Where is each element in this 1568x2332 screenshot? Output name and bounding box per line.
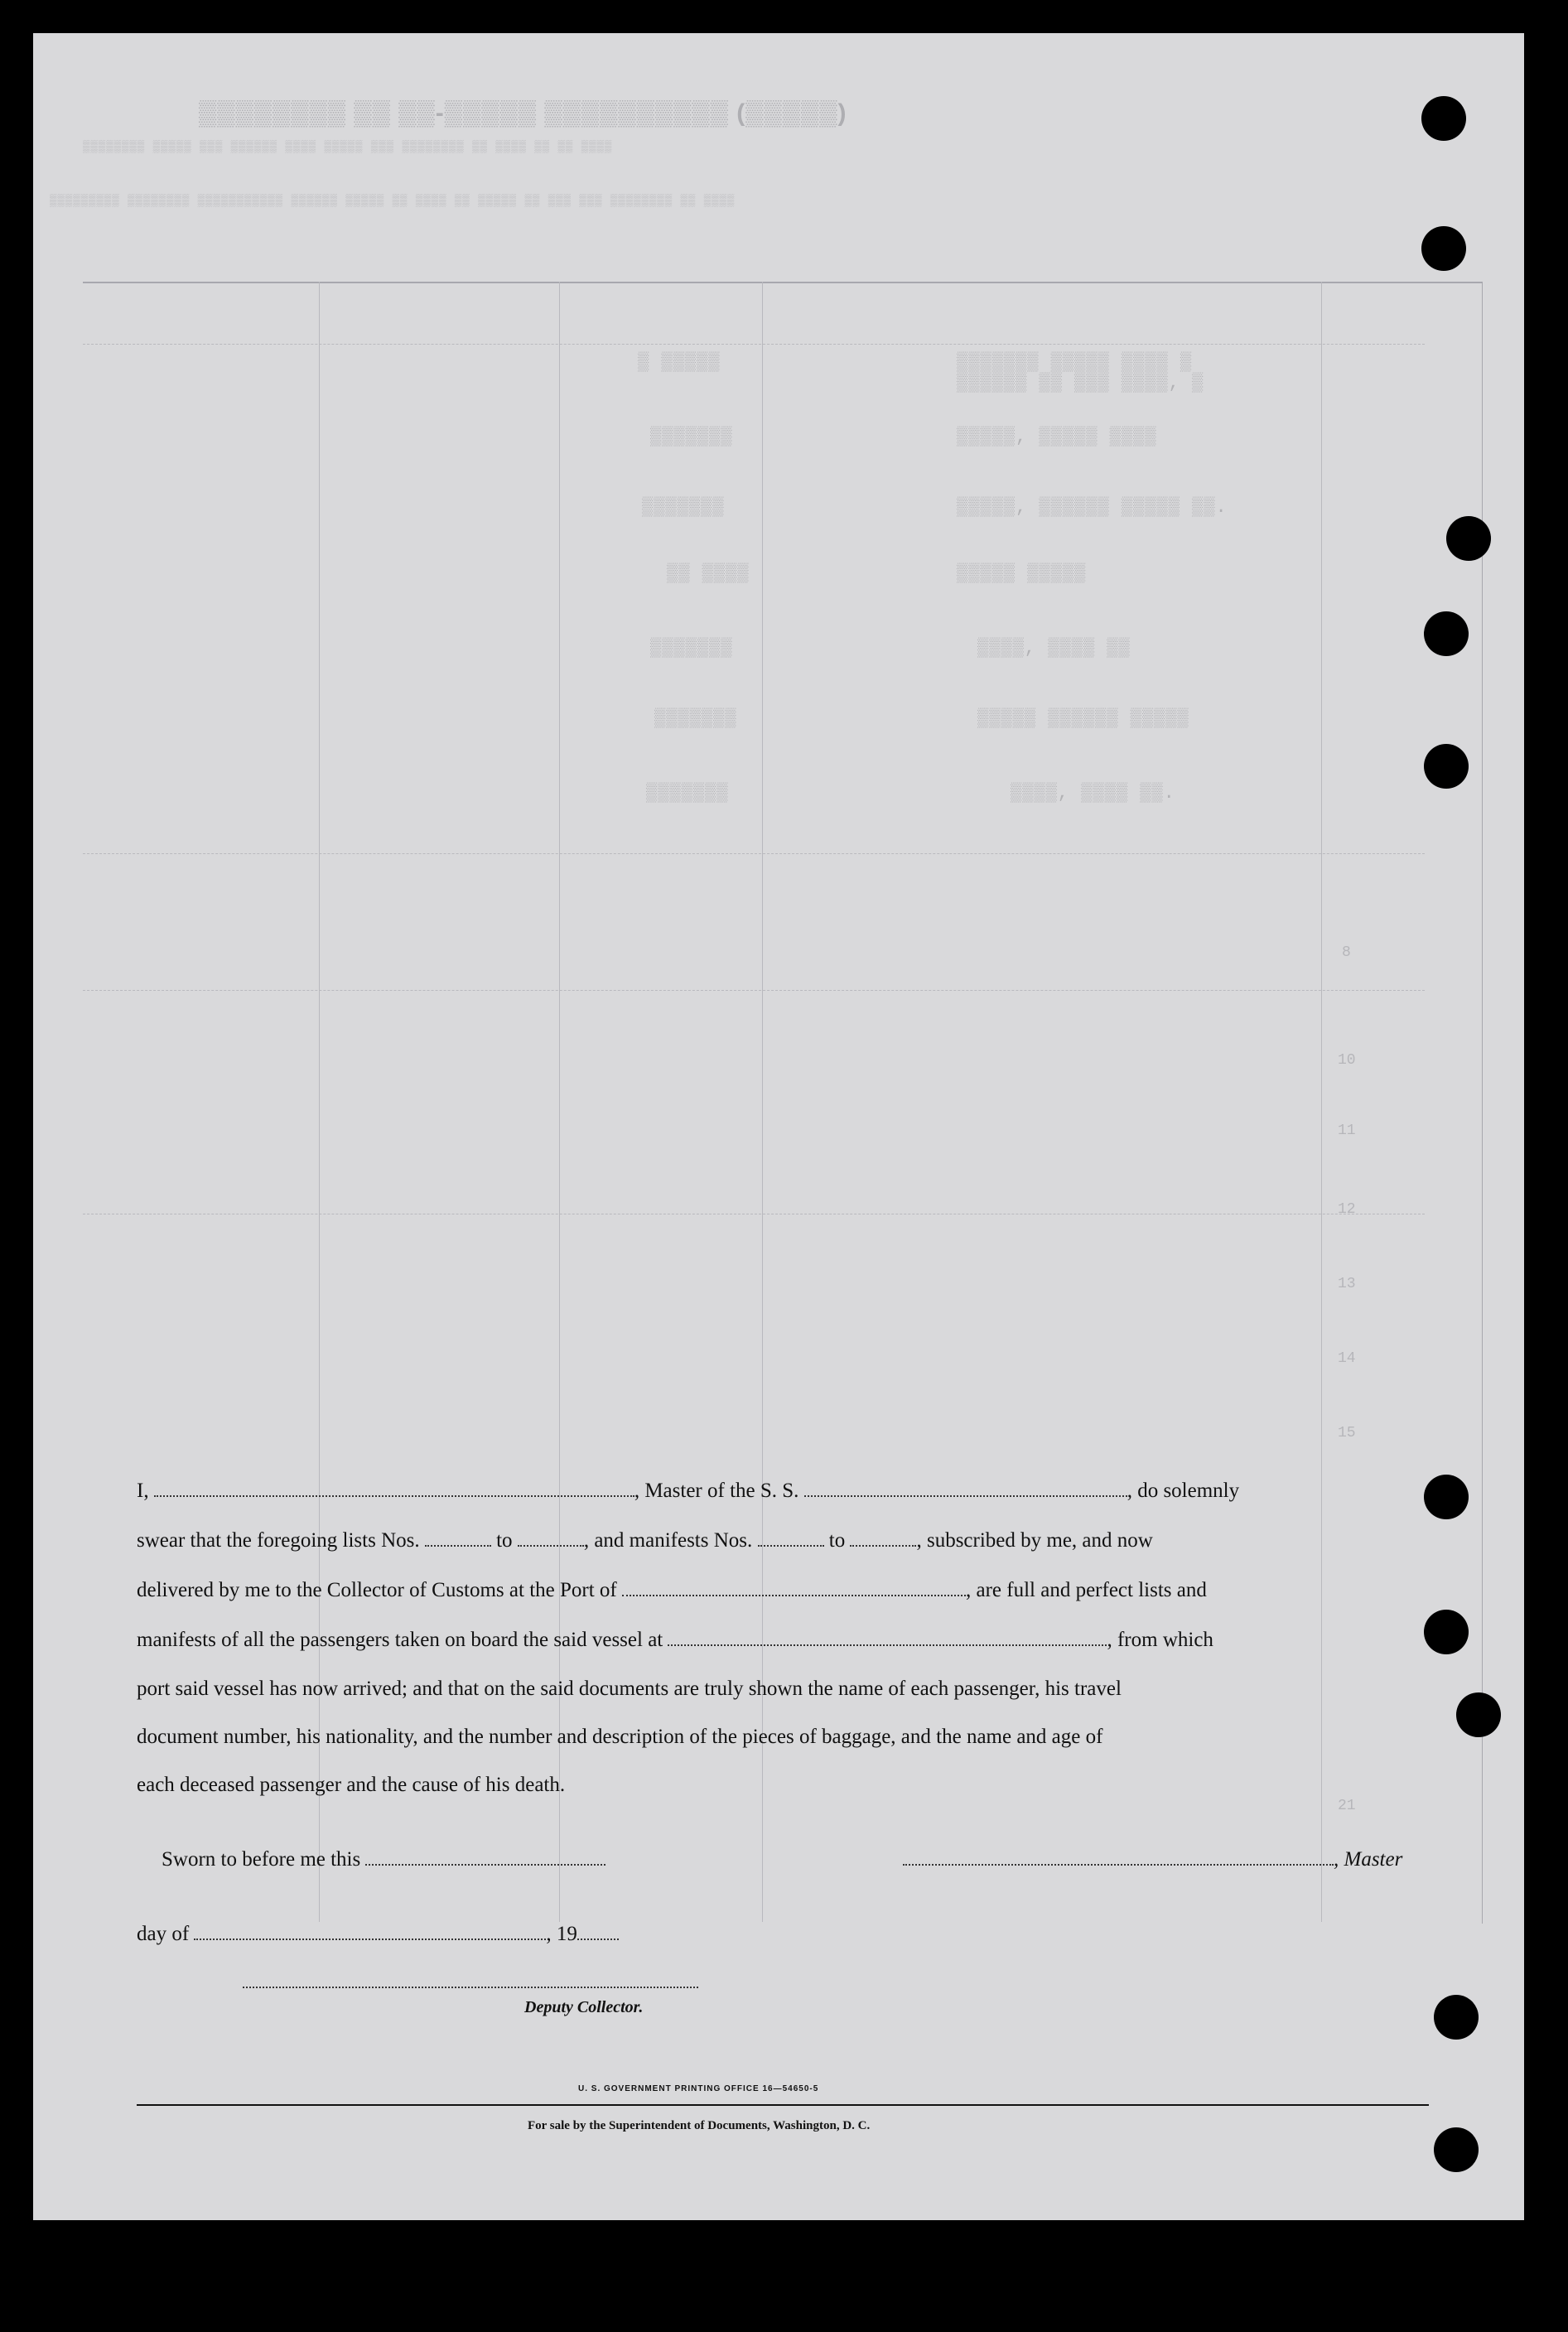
manifests-to-field[interactable]: [850, 1528, 916, 1547]
column-rule: [319, 282, 320, 1922]
master-signature-field[interactable]: [903, 1847, 1334, 1866]
row-number: 13: [1338, 1276, 1356, 1292]
column-rule: [559, 282, 560, 1922]
punch-hole: [1446, 516, 1491, 561]
bleed-through-row: ▒▒▒▒, ▒▒▒▒ ▒▒: [977, 638, 1131, 659]
oath-line-3: [137, 1578, 1207, 1602]
row-rule: [83, 853, 1425, 854]
vessel-name-field[interactable]: [804, 1479, 1127, 1497]
bleed-through-row: ▒▒▒▒▒, ▒▒▒▒▒▒ ▒▒▒▒▒ ▒▒.: [957, 497, 1228, 518]
master-signature-line: [903, 1847, 1402, 1871]
oath-text: I,: [137, 1480, 149, 1502]
printing-office-note: U. S. GOVERNMENT PRINTING OFFICE 16—54650-5: [578, 2084, 819, 2093]
bleed-through-row: ▒ ▒▒▒▒▒: [638, 352, 721, 373]
punch-hole: [1421, 96, 1466, 141]
master-name-field[interactable]: [154, 1479, 634, 1497]
for-sale-note: For sale by the Superintendent of Documents, Washington, D. C.: [528, 2119, 871, 2132]
punch-hole: [1434, 2127, 1479, 2172]
bleed-through-row: ▒▒▒▒▒, ▒▒▒▒▒ ▒▒▒▒: [957, 427, 1157, 447]
bleed-through-row: ▒▒▒▒▒▒▒: [654, 708, 737, 729]
oath-line-6: document number, his nationality, and the number and description of the pieces of baggage, and the name and age of: [137, 1726, 1103, 1748]
oath-text: delivered by me to the Collector of Customs at the Port of: [137, 1579, 617, 1601]
punch-hole: [1456, 1692, 1501, 1737]
column-rule: [1321, 282, 1322, 1922]
oath-text: swear that the foregoing lists Nos.: [137, 1529, 420, 1552]
manifests-from-field[interactable]: [758, 1528, 824, 1547]
master-label: , Master: [1334, 1848, 1403, 1871]
row-number: 11: [1338, 1123, 1356, 1139]
port-field[interactable]: [622, 1578, 966, 1596]
bleed-through-row: ▒▒▒▒▒▒▒: [646, 783, 729, 804]
footer-rule: [137, 2104, 1429, 2106]
oath-line-5: port said vessel has now arrived; and that on the said documents are truly shown the name of each passenger, his travel: [137, 1678, 1122, 1700]
row-number: 15: [1338, 1425, 1356, 1441]
sworn-label: Sworn to before me this: [162, 1848, 361, 1871]
bleed-through-row: ▒▒▒▒▒▒▒: [650, 638, 733, 659]
row-rule: [83, 990, 1425, 991]
departure-port-field[interactable]: [668, 1628, 1107, 1646]
lists-from-field[interactable]: [425, 1528, 491, 1547]
bleed-through-row: ▒▒▒▒, ▒▒▒▒ ▒▒.: [1011, 783, 1175, 804]
row-rule: [83, 344, 1425, 345]
row-number: 21: [1338, 1798, 1356, 1814]
year-field[interactable]: [577, 1922, 619, 1940]
bleed-through-row: ▒▒▒▒▒ ▒▒▒▒▒: [957, 563, 1087, 584]
sworn-date-field[interactable]: [365, 1847, 605, 1866]
punch-hole: [1424, 1475, 1469, 1519]
row-number: 14: [1338, 1350, 1356, 1367]
bleed-through-row: ▒▒▒▒▒ ▒▒▒▒▒▒ ▒▒▒▒▒: [977, 708, 1189, 729]
year-prefix: , 19: [546, 1923, 577, 1945]
day-of-field[interactable]: [194, 1922, 546, 1940]
lists-to-field[interactable]: [518, 1528, 584, 1547]
punch-hole: [1434, 1995, 1479, 2040]
oath-text: , do solemnly: [1127, 1480, 1240, 1502]
row-number: 12: [1338, 1201, 1356, 1218]
day-of-label: day of: [137, 1923, 190, 1945]
column-rule: [762, 282, 763, 1922]
oath-text: , are full and perfect lists and: [966, 1579, 1207, 1601]
oath-text: , from which: [1107, 1629, 1213, 1651]
oath-text: to: [828, 1529, 846, 1552]
punch-hole: [1421, 226, 1466, 271]
oath-line-7: each deceased passenger and the cause of his death.: [137, 1774, 566, 1796]
bleed-through-row: ▒▒▒▒▒▒ ▒▒ ▒▒▒ ▒▒▒▒, ▒: [957, 373, 1204, 393]
oath-text: to: [496, 1529, 513, 1552]
oath-text: , and manifests Nos.: [583, 1529, 753, 1552]
deputy-signature-rule[interactable]: [243, 1987, 698, 1988]
oath-line-2: [137, 1528, 1153, 1552]
oath-line-1: [137, 1479, 1239, 1503]
bleed-through-row: ▒▒ ▒▒▒▒: [667, 563, 750, 584]
bleed-through-text: ▒▒▒▒▒▒▒▒ ▒▒▒▒▒ ▒▒▒ ▒▒▒▒▒▒ ▒▒▒▒ ▒▒▒▒▒ ▒▒▒ ▒▒▒▒▒▒▒▒ ▒▒ ▒▒▒▒ ▒▒ ▒▒ ▒▒▒▒: [83, 141, 613, 154]
punch-hole: [1424, 744, 1469, 789]
bleed-through-row: ▒▒▒▒▒▒▒: [650, 427, 733, 447]
row-number: 8: [1342, 944, 1351, 961]
oath-text: , Master of the S. S.: [634, 1480, 799, 1502]
day-of-line: [137, 1922, 619, 1946]
sworn-line: [162, 1847, 605, 1871]
bleed-through-row: ▒▒▒▒▒▒▒ ▒▒▒▒▒ ▒▒▒▒ ▒: [957, 352, 1193, 373]
bleed-through-header: ▒▒▒▒▒▒▒▒ ▒▒ ▒▒-▒▒▒▒▒ ▒▒▒▒▒▒▒▒▒▒ (▒▒▒▒▒): [199, 99, 847, 127]
punch-hole: [1424, 611, 1469, 656]
oath-line-4: [137, 1628, 1213, 1652]
row-number: 10: [1338, 1052, 1356, 1069]
deputy-collector-label: Deputy Collector.: [524, 1998, 644, 2016]
punch-hole: [1424, 1610, 1469, 1654]
oath-text: manifests of all the passengers taken on board the said vessel at: [137, 1629, 663, 1651]
manifest-page: [33, 33, 1524, 2220]
bleed-through-text: ▒▒▒▒▒▒▒▒▒ ▒▒▒▒▒▒▒▒ ▒▒▒▒▒▒▒▒▒▒▒ ▒▒▒▒▒▒ ▒▒▒▒▒ ▒▒ ▒▒▒▒ ▒▒ ▒▒▒▒▒ ▒▒ ▒▒▒ ▒▒▒ ▒▒▒▒▒▒▒▒ ▒▒ ▒▒▒▒: [50, 195, 736, 208]
bleed-through-row: ▒▒▒▒▒▒▒: [642, 497, 725, 518]
oath-text: , subscribed by me, and now: [916, 1529, 1153, 1552]
